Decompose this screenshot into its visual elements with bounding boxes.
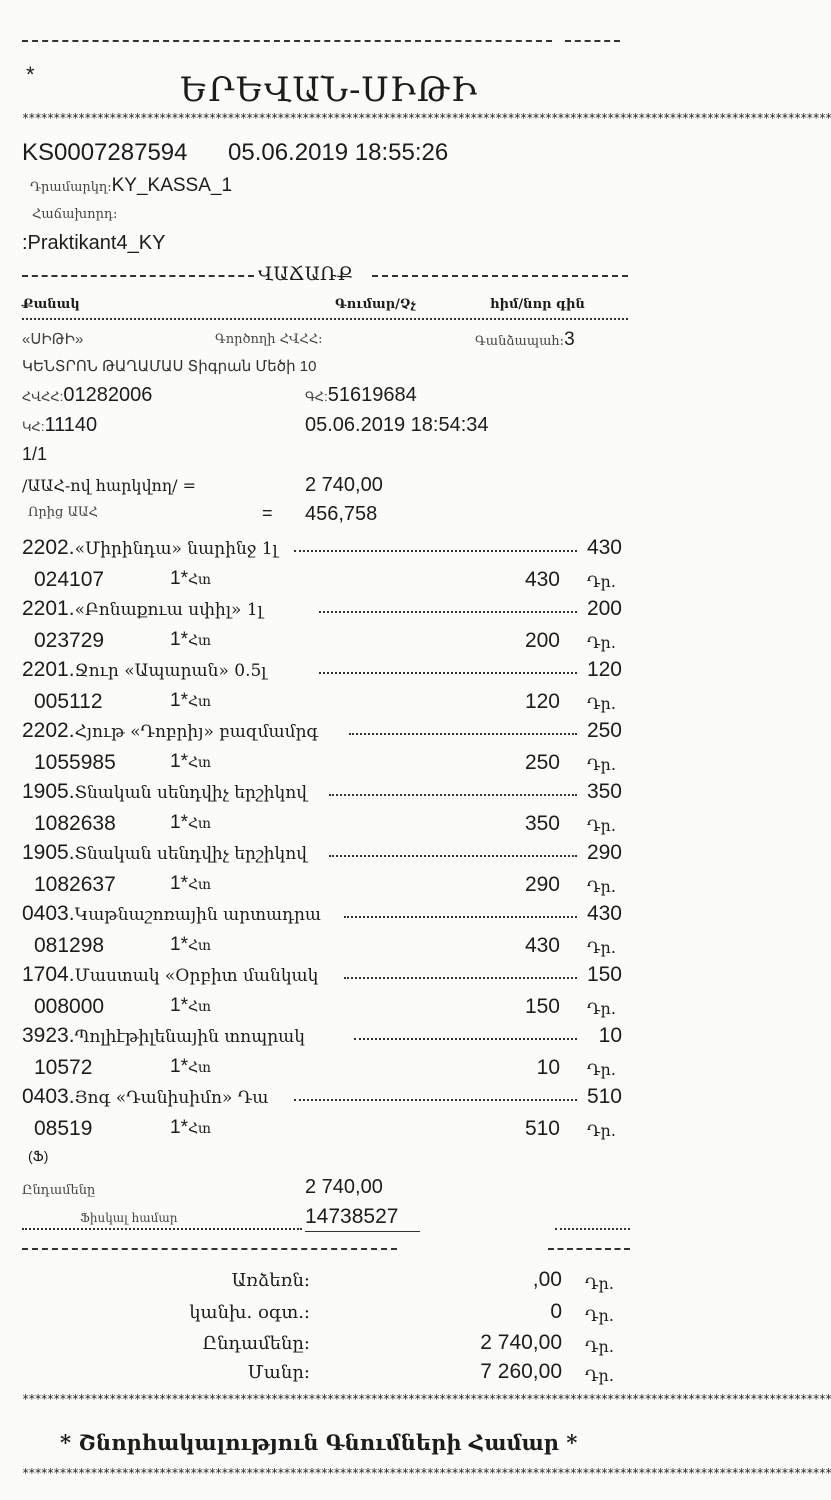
- item-name: «Բոնաքուա սփիլ» 1լ: [74, 600, 263, 620]
- item-code: 2201.: [22, 658, 75, 681]
- total-value: 2 740,00: [305, 1176, 383, 1198]
- fiscal-datetime: 05.06.2019 18:54:34: [305, 414, 489, 436]
- item-name: Պոլիէթիլենային տոպրակ: [74, 1027, 305, 1047]
- change-label: Մանր:: [247, 1362, 310, 1383]
- item-code: 2202.: [22, 719, 75, 742]
- item-amount: 150: [524, 995, 560, 1018]
- item-quantity: [170, 751, 211, 773]
- item-detail-row: [22, 1056, 622, 1086]
- store-name: ԵՐԵՎԱՆ-ՍԻԹԻ: [180, 70, 479, 110]
- gh-value: 51619684: [327, 384, 417, 406]
- total-label: Ընդամենը: [22, 1183, 96, 1198]
- leader-dots: [294, 550, 577, 552]
- item-unit: Հտ: [187, 877, 212, 893]
- item-quantity: [170, 873, 211, 895]
- item-name: Տնական սենդվիչ երշիկով: [74, 844, 307, 864]
- item-detail-row: [22, 568, 622, 598]
- item-unit: Հտ: [187, 755, 212, 771]
- vat-incl-value: 2 740,00: [305, 474, 383, 496]
- item-quantity: [170, 629, 211, 651]
- item-price: 350: [586, 780, 622, 803]
- item-currency: Դր.: [587, 694, 616, 713]
- item-title-row: [22, 902, 622, 932]
- item-price: 430: [586, 902, 622, 925]
- card-value: 0: [550, 1300, 562, 1323]
- item-qty-value: 1*: [170, 568, 188, 589]
- item-detail-row: [22, 995, 622, 1025]
- fiscal-no-underline: [305, 1231, 420, 1232]
- leader-dots: [354, 1038, 577, 1040]
- leader-dots: [349, 733, 577, 735]
- section-divider-left: [22, 275, 254, 277]
- kh-label: ԿՀ:: [22, 419, 45, 434]
- item-barcode: 10572: [34, 1056, 93, 1079]
- kh-row: [22, 414, 97, 437]
- taxpayer-label: Գործողի ՀՎՀՀ:: [215, 332, 323, 347]
- item-detail-row: [22, 934, 622, 964]
- item-code: 0403.: [22, 1085, 75, 1108]
- item-title-row: [22, 719, 622, 749]
- item-qty-value: 1*: [170, 995, 188, 1016]
- item-unit: Հտ: [187, 1121, 212, 1137]
- item-detail-row: [22, 751, 622, 781]
- item-name: Տնական սենդվիչ երշիկով: [74, 783, 307, 803]
- change-value: 7 260,00: [480, 1360, 562, 1383]
- item-price: 200: [586, 597, 622, 620]
- stars-divider-end: **********************************************************************************************************************************: [22, 1466, 831, 1480]
- item-unit: Հտ: [187, 1060, 212, 1076]
- change-currency: Դր.: [585, 1366, 614, 1385]
- column-divider: [22, 318, 628, 320]
- hvhh-label: ՀՎՀՀ:: [22, 389, 64, 404]
- leader-dots: [319, 672, 577, 674]
- discount-value: ,00: [532, 1268, 562, 1291]
- item-amount: 430: [524, 568, 560, 591]
- item-currency: Դր.: [587, 572, 616, 591]
- item-quantity: [170, 934, 211, 956]
- item-detail-row: [22, 873, 622, 903]
- section-title: ՎԱՃԱՌՔ: [258, 263, 353, 285]
- item-barcode: 008000: [34, 995, 105, 1018]
- item-name: Ջուր «Ապարան» 0.5լ: [74, 661, 267, 681]
- item-amount: 430: [524, 934, 560, 957]
- item-qty-value: 1*: [170, 629, 188, 650]
- sum-currency: Դր.: [585, 1337, 614, 1356]
- item-unit: Հտ: [187, 572, 212, 588]
- fiscal-no-label: Ֆիսկալ համար: [80, 1211, 178, 1225]
- item-price: 510: [586, 1085, 622, 1108]
- hvhh-value: 01282006: [63, 384, 153, 406]
- item-quantity: [170, 812, 211, 834]
- item-detail-row: [22, 629, 622, 659]
- item-amount: 200: [524, 629, 560, 652]
- leader-dots: [294, 1099, 577, 1101]
- item-quantity: [170, 690, 211, 712]
- item-quantity: [170, 995, 211, 1017]
- item-quantity: [170, 568, 211, 590]
- fiscal-mark: (Ֆ): [28, 1148, 49, 1164]
- item-currency: Դր.: [587, 999, 616, 1018]
- item-barcode: 1082637: [34, 873, 116, 896]
- item-name: Հյութ «Դոբրիյ» բազմամրգ: [74, 722, 319, 742]
- sum-label: Ընդամենը:: [202, 1333, 310, 1354]
- item-qty-value: 1*: [170, 873, 188, 894]
- item-qty-value: 1*: [170, 934, 188, 955]
- vat-incl-label: /ԱԱՀ-ով հարկվող/ =: [22, 476, 196, 495]
- register-value: KY_KASSA_1: [111, 175, 233, 196]
- item-detail-row: [22, 812, 622, 842]
- item-unit: Հտ: [187, 938, 212, 954]
- item-amount: 290: [524, 873, 560, 896]
- vat-eq: =: [262, 503, 273, 523]
- item-code: 1905.: [22, 780, 75, 803]
- item-quantity: [170, 1056, 211, 1078]
- item-quantity: [170, 1117, 211, 1139]
- item-name: Մաստակ «Օրբիտ մանկակ: [74, 966, 319, 986]
- stars-divider-bottom: **********************************************************************************************************************************: [22, 1392, 831, 1406]
- item-amount: 510: [524, 1117, 560, 1140]
- item-price: 150: [586, 963, 622, 986]
- item-name: Յոգ «Դանիսիմո» Դա: [74, 1088, 269, 1108]
- item-title-row: [22, 1085, 622, 1115]
- column-unit-price: հիմ/նոր գին: [490, 297, 585, 312]
- item-title-row: [22, 597, 622, 627]
- fraction: 1/1: [22, 444, 48, 464]
- discount-currency: Դր.: [585, 1274, 614, 1293]
- receipt-id: KS0007287594: [22, 139, 188, 166]
- item-code: 2202.: [22, 536, 75, 559]
- item-currency: Դր.: [587, 816, 616, 835]
- item-currency: Դր.: [587, 938, 616, 957]
- leader-dots: [319, 611, 577, 613]
- item-barcode: 023729: [34, 629, 105, 652]
- header-star: *: [26, 62, 35, 87]
- item-price: 290: [586, 841, 622, 864]
- item-currency: Դր.: [587, 1121, 616, 1140]
- card-currency: Դր.: [585, 1306, 614, 1325]
- cashbox-row: [475, 329, 575, 351]
- item-barcode: 1082638: [34, 812, 116, 835]
- item-amount: 350: [524, 812, 560, 835]
- item-price: 250: [586, 719, 622, 742]
- column-price-qty: Գումար/Չչ: [335, 297, 417, 312]
- gh-label: ԳՀ:: [305, 389, 328, 404]
- register-row: [30, 175, 232, 197]
- item-title-row: [22, 1024, 622, 1054]
- register-label: Դրամարկղ:: [30, 180, 112, 195]
- cashbox-value: 3: [564, 329, 575, 350]
- fiscal-address: ԿԵՆՏՐՈՆ ԹԱՂԱՄԱՍ Տիգրան Մեծի 10: [22, 358, 317, 375]
- footer-divider: [22, 1248, 397, 1250]
- item-amount: 120: [524, 690, 560, 713]
- item-code: 3923.: [22, 1024, 75, 1047]
- vat-value: 456,758: [305, 503, 378, 525]
- item-barcode: 005112: [34, 690, 103, 713]
- item-unit: Հտ: [187, 816, 212, 832]
- item-name: «Միրինդա» նարինջ 1լ: [74, 539, 278, 559]
- item-detail-row: [22, 690, 622, 720]
- cashier-label: Հաճախորդ:: [32, 207, 118, 222]
- item-currency: Դր.: [587, 1060, 616, 1079]
- leader-dots: [329, 794, 577, 796]
- item-title-row: [22, 536, 622, 566]
- item-code: 0403.: [22, 902, 75, 925]
- fiscal-no-value: 14738527: [305, 1205, 399, 1228]
- item-code: 1905.: [22, 841, 75, 864]
- item-unit: Հտ: [187, 694, 212, 710]
- stars-divider: **********************************************************************************************************************************: [22, 111, 831, 125]
- item-barcode: 1055985: [34, 751, 116, 774]
- item-barcode: 081298: [34, 934, 105, 957]
- card-label: կանխ. օգտ.:: [189, 1302, 310, 1323]
- item-code: 2201.: [22, 597, 75, 620]
- item-title-row: [22, 841, 622, 871]
- fiscal-no-dots: [22, 1228, 302, 1230]
- receipt-datetime: 05.06.2019 18:55:26: [228, 139, 449, 166]
- sum-value: 2 740,00: [480, 1331, 562, 1354]
- item-price: 430: [586, 536, 622, 559]
- item-amount: 250: [524, 751, 560, 774]
- fiscal-org: «ՍԻԹԻ»: [22, 331, 84, 348]
- cashbox-label: Գանձապահ:: [475, 334, 565, 349]
- footer-divider-right: [548, 1248, 630, 1250]
- item-qty-value: 1*: [170, 751, 188, 772]
- gh-row: [305, 384, 417, 407]
- top-dashed-divider-right: [565, 40, 620, 42]
- vat-label: Որից ԱԱՀ: [28, 505, 98, 520]
- leader-dots: [344, 977, 577, 979]
- item-barcode: 024107: [34, 568, 105, 591]
- item-unit: Հտ: [187, 999, 212, 1015]
- item-title-row: [22, 658, 622, 688]
- top-dashed-divider: [22, 40, 552, 42]
- item-barcode: 08519: [34, 1117, 93, 1140]
- cashier-value: :Praktikant4_KY: [22, 232, 166, 254]
- column-product: Քանակ: [22, 297, 80, 312]
- item-qty-value: 1*: [170, 1117, 188, 1138]
- item-name: Կաթնաշոռային արտադրա: [74, 905, 322, 925]
- item-currency: Դր.: [587, 877, 616, 896]
- item-price: 10: [598, 1024, 622, 1047]
- item-title-row: [22, 780, 622, 810]
- item-title-row: [22, 963, 622, 993]
- item-currency: Դր.: [587, 755, 616, 774]
- hvhh-row: [22, 384, 152, 407]
- item-currency: Դր.: [587, 633, 616, 652]
- kh-value: 11140: [44, 414, 98, 436]
- discount-label: Առձեռն:: [231, 1270, 310, 1291]
- item-qty-value: 1*: [170, 812, 188, 833]
- item-unit: Հտ: [187, 633, 212, 649]
- item-detail-row: [22, 1117, 622, 1147]
- leader-dots: [329, 855, 577, 857]
- section-divider-right: [372, 275, 628, 277]
- item-qty-value: 1*: [170, 690, 188, 711]
- thanks-message: * Շնորհակալություն Գնումների Համար *: [60, 1430, 578, 1455]
- item-amount: 10: [536, 1056, 560, 1079]
- item-price: 120: [586, 658, 622, 681]
- item-qty-value: 1*: [170, 1056, 188, 1077]
- fiscal-no-dots-right: [555, 1228, 630, 1230]
- item-code: 1704.: [22, 963, 75, 986]
- leader-dots: [344, 916, 577, 918]
